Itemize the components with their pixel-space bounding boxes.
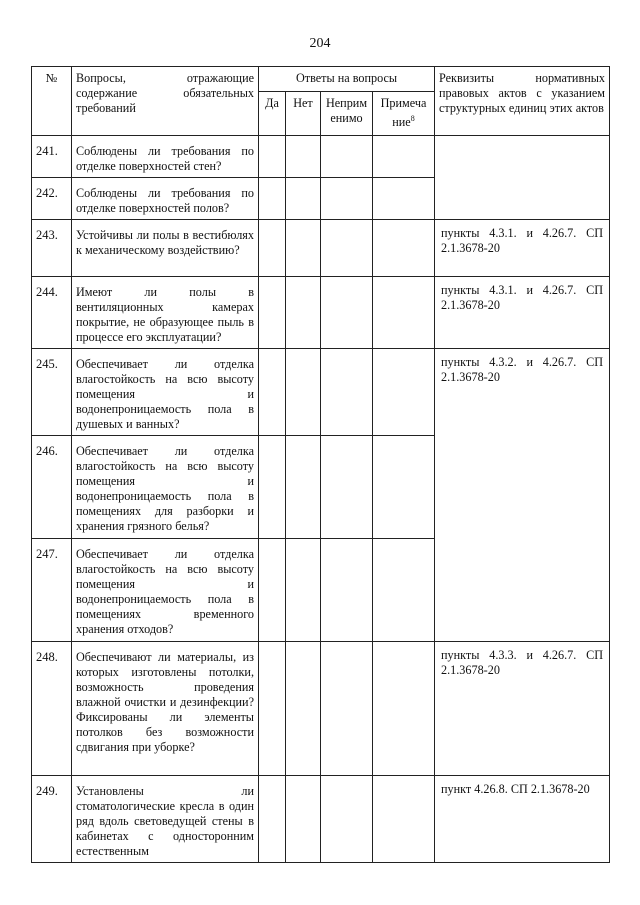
header-na: Неприм енимо — [321, 92, 373, 136]
header-no: Нет — [286, 92, 321, 136]
answer-no-cell[interactable] — [286, 436, 321, 539]
header-questions: Вопросы, отражающие содержание обязательных требований — [72, 67, 259, 136]
row-question: Обеспечивает ли отделка влагостойкость на всю высоту помещения и водонепроницаемость пола в душевых и ванных? — [72, 349, 259, 436]
row-num: 248. — [32, 642, 72, 776]
header-refs: Реквизиты нормативных правовых актов с указанием структурных единиц этих актов — [435, 67, 610, 136]
row-ref: пункты 4.3.2. и 4.26.7. СП 2.1.3678-20 — [435, 349, 610, 642]
row-question: Обеспечивают ли материалы, из которых изготовлены потолки, возможность проведения влажной очистки и дезинфекции? Фиксированы ли элементы потолков без возможности сдвигания при уборке? — [72, 642, 259, 776]
answer-note-cell[interactable] — [373, 539, 435, 642]
answer-yes-cell[interactable] — [259, 436, 286, 539]
answer-na-cell[interactable] — [321, 539, 373, 642]
answer-yes-cell[interactable] — [259, 277, 286, 349]
answer-no-cell[interactable] — [286, 178, 321, 220]
answer-no-cell[interactable] — [286, 220, 321, 277]
row-question: Имеют ли полы в вентиляционных камерах покрытие, не образующее пыль в процессе его эксплуатации? — [72, 277, 259, 349]
answer-yes-cell[interactable] — [259, 539, 286, 642]
row-question: Установлены ли стоматологические кресла в один ряд вдоль световедущей стены в кабинетах с односторонним естественным — [72, 776, 259, 863]
answer-na-cell[interactable] — [321, 436, 373, 539]
row-question: Соблюдены ли требования по отделке поверхностей стен? — [72, 136, 259, 178]
answer-na-cell[interactable] — [321, 776, 373, 863]
header-note-sup: 8 — [410, 114, 415, 123]
answer-note-cell[interactable] — [373, 277, 435, 349]
row-num: 243. — [32, 220, 72, 277]
row-ref: пункты 4.3.3. и 4.26.7. СП 2.1.3678-20 — [435, 642, 610, 776]
header-yes: Да — [259, 92, 286, 136]
answer-yes-cell[interactable] — [259, 349, 286, 436]
row-num: 249. — [32, 776, 72, 863]
answer-note-cell[interactable] — [373, 349, 435, 436]
header-note — [373, 92, 435, 136]
answer-no-cell[interactable] — [286, 539, 321, 642]
answer-no-cell[interactable] — [286, 349, 321, 436]
header-answers: Ответы на вопросы — [259, 67, 435, 92]
table-row — [32, 349, 610, 436]
row-num: 244. — [32, 277, 72, 349]
answer-note-cell[interactable] — [373, 436, 435, 539]
row-question: Обеспечивает ли отделка влагостойкость на всю высоту помещения и водонепроницаемость пола в помещениях временного хранения отходов? — [72, 539, 259, 642]
row-ref — [435, 136, 610, 220]
answer-note-cell[interactable] — [373, 136, 435, 178]
row-num: 242. — [32, 178, 72, 220]
answer-note-cell[interactable] — [373, 178, 435, 220]
answer-na-cell[interactable] — [321, 136, 373, 178]
answer-na-cell[interactable] — [321, 642, 373, 776]
answer-na-cell[interactable] — [321, 178, 373, 220]
answer-yes-cell[interactable] — [259, 220, 286, 277]
table-row — [32, 277, 610, 349]
row-ref: пункты 4.3.1. и 4.26.7. СП 2.1.3678-20 — [435, 220, 610, 277]
answer-na-cell[interactable] — [321, 277, 373, 349]
row-question: Устойчивы ли полы в вестибюлях к механическому воздействию? — [72, 220, 259, 277]
answer-yes-cell[interactable] — [259, 776, 286, 863]
table-row — [32, 642, 610, 776]
answer-note-cell[interactable] — [373, 642, 435, 776]
row-num: 247. — [32, 539, 72, 642]
header-num: № — [32, 67, 72, 136]
answer-yes-cell[interactable] — [259, 642, 286, 776]
row-question: Соблюдены ли требования по отделке поверхностей полов? — [72, 178, 259, 220]
answer-no-cell[interactable] — [286, 642, 321, 776]
row-ref: пункты 4.3.1. и 4.26.7. СП 2.1.3678-20 — [435, 277, 610, 349]
answer-na-cell[interactable] — [321, 349, 373, 436]
table-row — [32, 220, 610, 277]
row-question: Обеспечивает ли отделка влагостойкость на всю высоту помещения и водонепроницаемость пола в помещениях для разборки и хранения грязного белья? — [72, 436, 259, 539]
answer-na-cell[interactable] — [321, 220, 373, 277]
row-num: 246. — [32, 436, 72, 539]
answer-no-cell[interactable] — [286, 136, 321, 178]
page-number: 204 — [309, 36, 331, 51]
table-row — [32, 776, 610, 863]
answer-no-cell[interactable] — [286, 776, 321, 863]
answer-no-cell[interactable] — [286, 277, 321, 349]
row-num: 241. — [32, 136, 72, 178]
answer-yes-cell[interactable] — [259, 178, 286, 220]
answer-note-cell[interactable] — [373, 776, 435, 863]
row-num: 245. — [32, 349, 72, 436]
table-row — [32, 136, 610, 178]
header-note-text: Примеча ние — [380, 96, 427, 130]
answer-note-cell[interactable] — [373, 220, 435, 277]
row-ref: пункт 4.26.8. СП 2.1.3678-20 — [435, 776, 610, 863]
header-row — [32, 67, 610, 92]
requirements-table — [31, 66, 610, 863]
answer-yes-cell[interactable] — [259, 136, 286, 178]
